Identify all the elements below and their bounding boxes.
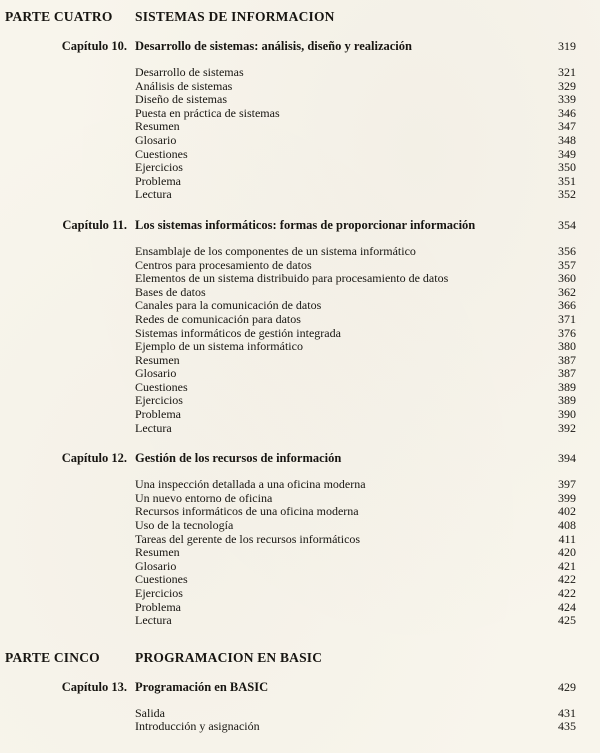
toc-entry [5, 381, 576, 395]
toc-entry [5, 478, 576, 492]
part-label: PARTE CINCO [5, 649, 100, 665]
entry-page-number: 352 [558, 187, 576, 202]
entry-title: Un nuevo entorno de oficina [135, 490, 273, 505]
toc-entry [5, 286, 576, 300]
entry-title: Salida [135, 705, 165, 720]
entry-page-number: 339 [558, 92, 576, 107]
entry-page-number: 422 [558, 572, 576, 587]
entry-title: Glosario [135, 366, 177, 381]
toc-chapter [5, 451, 576, 628]
entry-title: Centros para procesamiento de datos [135, 257, 312, 272]
toc-entry [5, 161, 576, 175]
entry-title: Glosario [135, 132, 177, 147]
toc-entry [5, 148, 576, 162]
toc-entry [5, 408, 576, 422]
entry-page-number: 397 [558, 477, 576, 492]
entry-title: Ejercicios [135, 160, 183, 175]
entry-page-number: 376 [558, 325, 576, 340]
entry-title: Resumen [135, 352, 180, 367]
chapter-page-number: 354 [558, 217, 576, 232]
entry-page-number: 420 [558, 545, 576, 560]
entry-title: Recursos informáticos de una oficina moderna [135, 504, 359, 519]
entry-title: Una inspección detallada a una oficina moderna [135, 477, 366, 492]
entry-page-number: 348 [558, 132, 576, 147]
entry-page-number: 371 [558, 311, 576, 326]
part-title: SISTEMAS DE INFORMACION [135, 9, 335, 24]
toc-entry [5, 492, 576, 506]
entry-page-number: 387 [558, 352, 576, 367]
toc-entry [5, 245, 576, 259]
entry-page-number: 402 [558, 504, 576, 519]
entry-title: Uso de la tecnología [135, 518, 234, 533]
toc-chapter [5, 680, 576, 734]
entry-title: Cuestiones [135, 379, 188, 394]
entry-page-number: 422 [558, 586, 576, 600]
entry-page-number: 349 [558, 146, 576, 161]
chapter-label: Capítulo 12. [61, 451, 127, 466]
chapter-heading [5, 39, 576, 54]
toc-entry [5, 299, 576, 313]
toc-entry [5, 614, 576, 628]
entry-title: Introducción y asignación [135, 719, 260, 734]
chapter-label: Capítulo 13. [61, 679, 127, 694]
toc-part [5, 650, 576, 734]
entry-title: Cuestiones [135, 572, 188, 587]
entry-title: Tareas del gerente de los recursos informáticos [135, 531, 361, 546]
entry-page-number: 356 [558, 243, 576, 258]
toc-entry [5, 313, 576, 327]
chapter-label: Capítulo 11. [62, 217, 127, 232]
toc-entry [5, 707, 576, 721]
toc-entry [5, 505, 576, 519]
entry-page-number: 366 [558, 298, 576, 313]
toc-entry [5, 601, 576, 615]
entry-page-number: 362 [558, 284, 576, 299]
entry-page-number: 360 [558, 271, 576, 286]
chapter-page-number: 394 [558, 451, 576, 466]
entry-page-number: 321 [558, 65, 576, 79]
toc-entry [5, 546, 576, 560]
entry-title: Sistemas informáticos de gestión integrada [135, 325, 341, 340]
toc-entry [5, 80, 576, 94]
chapter-items [5, 707, 576, 734]
entry-page-number: 435 [558, 719, 576, 734]
toc-entry [5, 422, 576, 436]
entry-page-number: 424 [558, 599, 576, 614]
entry-title: Redes de comunicación para datos [135, 311, 301, 326]
entry-title: Resumen [135, 545, 180, 560]
chapter-heading [5, 680, 576, 695]
entry-title: Cuestiones [135, 146, 188, 161]
toc-entry [5, 560, 576, 574]
toc-entry [5, 533, 576, 547]
entry-page-number: 350 [558, 160, 576, 175]
toc-chapter [5, 218, 576, 435]
toc-entry [5, 107, 576, 121]
toc-entry [5, 573, 576, 587]
entry-page-number: 408 [558, 518, 576, 533]
chapter-heading [5, 218, 576, 233]
chapter-title: Desarrollo de sistemas: análisis, diseño y realización [135, 39, 412, 53]
entry-page-number: 387 [558, 366, 576, 381]
entry-title: Lectura [135, 613, 172, 628]
toc-part [5, 9, 576, 628]
toc-entry [5, 134, 576, 148]
chapter-page-number: 319 [558, 39, 576, 53]
entry-title: Bases de datos [135, 284, 206, 299]
entry-title: Ejercicios [135, 586, 183, 600]
entry-title: Ejercicios [135, 393, 183, 408]
toc-entry [5, 327, 576, 341]
toc-entry [5, 519, 576, 533]
entry-page-number: 347 [558, 119, 576, 134]
toc-entry [5, 175, 576, 189]
part-title: PROGRAMACION EN BASIC [135, 649, 323, 665]
entry-page-number: 390 [558, 407, 576, 422]
entry-title: Desarrollo de sistemas [135, 65, 244, 79]
entry-title: Lectura [135, 420, 172, 435]
toc-entry [5, 354, 576, 368]
chapter-items [5, 245, 576, 435]
toc-entry [5, 587, 576, 601]
entry-page-number: 351 [558, 173, 576, 188]
toc-entry [5, 720, 576, 734]
entry-title: Problema [135, 599, 181, 614]
toc-entry [5, 93, 576, 107]
entry-page-number: 421 [558, 558, 576, 573]
chapter-title: Gestión de los recursos de información [135, 451, 342, 466]
entry-title: Problema [135, 173, 181, 188]
entry-title: Glosario [135, 558, 177, 573]
toc-entry [5, 66, 576, 80]
entry-title: Ensamblaje de los componentes de un sistema informático [135, 243, 416, 258]
chapter-items [5, 478, 576, 628]
entry-title: Lectura [135, 187, 172, 202]
part-heading [5, 650, 576, 666]
entry-title: Resumen [135, 119, 180, 134]
toc-entry [5, 120, 576, 134]
entry-page-number: 392 [558, 420, 576, 435]
part-label: PARTE CUATRO [5, 9, 113, 24]
entry-page-number: 425 [558, 613, 576, 628]
entry-page-number: 389 [558, 393, 576, 408]
entry-page-number: 329 [558, 78, 576, 93]
toc-entry [5, 188, 576, 202]
part-heading [5, 9, 576, 25]
chapter-page-number: 429 [558, 679, 576, 694]
toc-entry [5, 340, 576, 354]
chapter-label: Capítulo 10. [61, 39, 127, 53]
entry-page-number: 357 [558, 257, 576, 272]
entry-page-number: 380 [558, 339, 576, 354]
entry-title: Diseño de sistemas [135, 92, 227, 107]
entry-title: Ejemplo de un sistema informático [135, 339, 303, 354]
entry-title: Puesta en práctica de sistemas [135, 105, 280, 120]
toc-entry [5, 259, 576, 273]
toc-entry [5, 394, 576, 408]
entry-title: Canales para la comunicación de datos [135, 298, 322, 313]
chapter-title: Programación en BASIC [135, 679, 269, 694]
entry-page-number: 389 [558, 379, 576, 394]
chapter-items [5, 66, 576, 202]
entry-page-number: 346 [558, 105, 576, 120]
entry-title: Elementos de un sistema distribuido para procesamiento de datos [135, 271, 449, 286]
toc-entry [5, 272, 576, 286]
toc-entry [5, 367, 576, 381]
entry-page-number: 431 [558, 705, 576, 720]
entry-title: Análisis de sistemas [135, 78, 233, 93]
chapter-heading [5, 451, 576, 466]
entry-page-number: 399 [558, 490, 576, 505]
toc-chapter [5, 39, 576, 202]
entry-title: Problema [135, 407, 181, 422]
chapter-title: Los sistemas informáticos: formas de proporcionar información [135, 217, 476, 232]
entry-page-number: 411 [558, 531, 576, 546]
